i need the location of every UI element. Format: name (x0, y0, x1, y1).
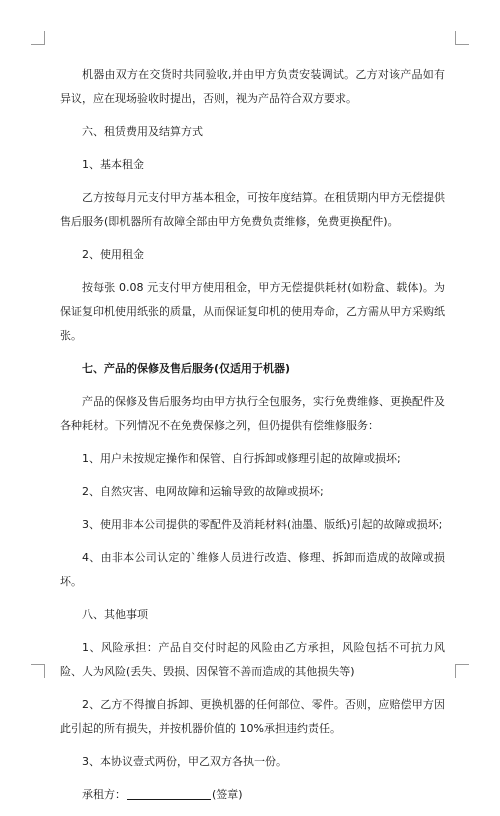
paragraph-copies: 3、本协议壹式两份，甲乙双方各执一份。 (82, 755, 287, 768)
paragraph-usage-rent: 按每张 0.08 元支付甲方使用租金，甲方无偿提供耗材(如粉盒、载体)。为保证复印机使用纸张的质量，从而保证复印机的使用寿命，乙方需从甲方采购纸张。 (60, 281, 445, 342)
crop-mark-top-right (455, 31, 469, 45)
signature-label: 承租方： (82, 788, 126, 801)
signature-suffix: (签章) (212, 788, 243, 801)
heading-section-6: 六、租赁费用及结算方式 (82, 125, 203, 138)
paragraph-basic-rent: 乙方按每月元支付甲方基本租金，可按年度结算。在租赁期内甲方无偿提供售后服务(即机器所有故障全部由甲方免费负责维修，免费更换配件)。 (60, 191, 445, 228)
list-item-exclusion-4: 4、由非本公司认定的`维修人员进行改造、修理、拆卸而造成的故障或损坏。 (60, 551, 445, 588)
list-item-exclusion-1: 1、用户未按规定操作和保管、自行拆卸或修理引起的故障或损坏; (82, 452, 401, 465)
paragraph-warranty: 产品的保修及售后服务均由甲方执行全包服务，实行免费维修、更换配件及各种耗材。下列情况不在免费保修之列，但仍提供有偿维修服务： (60, 395, 445, 432)
subheading-usage-rent: 2、使用租金 (82, 248, 144, 261)
paragraph-acceptance: 机器由双方在交货时共同验收,并由甲方负责安装调试。乙方对该产品如有异议，应在现场验收时提出，否则，视为产品符合双方要求。 (60, 68, 445, 105)
signature-line (60, 783, 445, 807)
list-item-exclusion-3: 3、使用非本公司提供的零配件及消耗材料(油墨、版纸)引起的故障或损坏; (82, 518, 443, 531)
list-item-exclusion-2: 2、自然灾害、电网故障和运输导致的故障或损坏; (82, 485, 324, 498)
crop-mark-top-left (31, 31, 45, 45)
crop-mark-bottom-right (455, 664, 469, 678)
paragraph-no-disassembly: 2、乙方不得擅自拆卸、更换机器的任何部位、零件。否则，应赔偿甲方因此引起的所有损失，并按机器价值的 10%承担违约责任。 (60, 698, 445, 735)
document-body (60, 63, 445, 816)
heading-section-8: 八、其他事项 (82, 608, 148, 621)
crop-mark-bottom-left (31, 664, 45, 678)
subheading-basic-rent: 1、基本租金 (82, 158, 144, 171)
signature-blank (127, 787, 211, 800)
paragraph-risk: 1、风险承担：产品自交付时起的风险由乙方承担，风险包括不可抗力风险、人为风险(丢失、毁损、因保管不善而造成的其他损失等) (60, 641, 445, 678)
heading-section-7: 七、产品的保修及售后服务(仅适用于机器) (82, 362, 291, 375)
